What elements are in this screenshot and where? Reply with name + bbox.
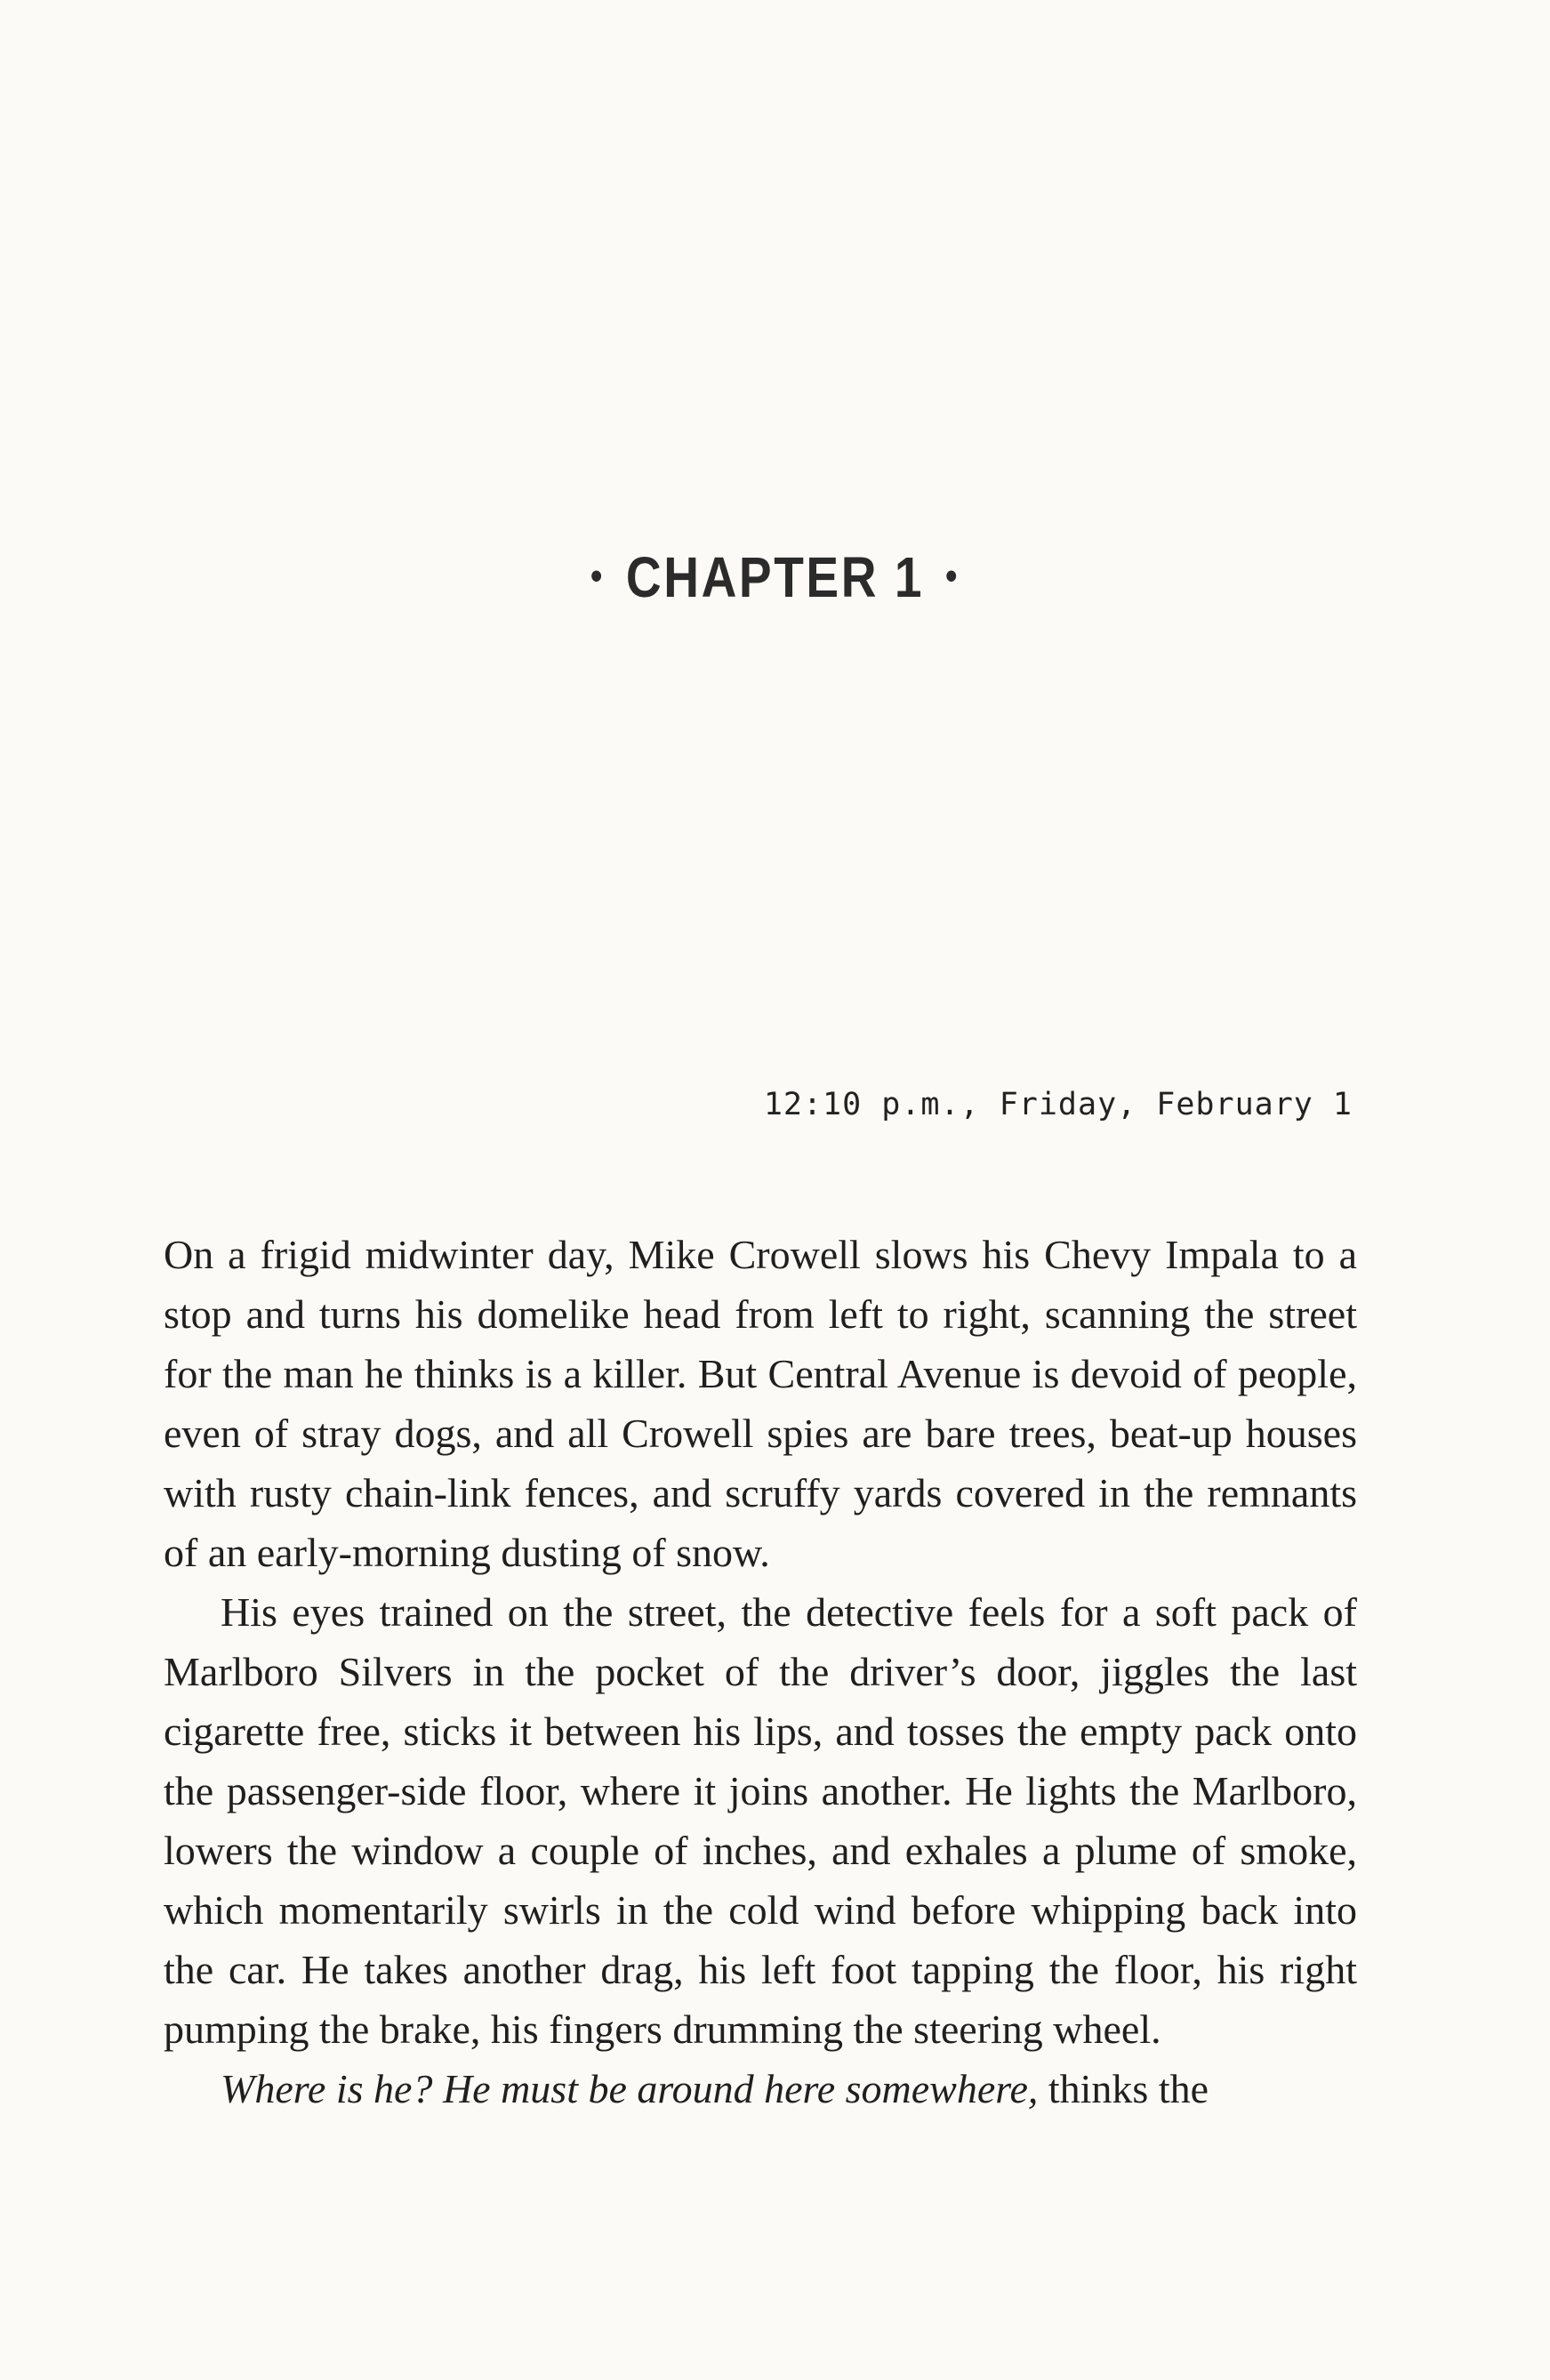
chapter-dot-right: • (945, 554, 960, 599)
chapter-dot-left: • (590, 554, 605, 599)
paragraph-3 (164, 2059, 1357, 2119)
scene-timestamp: 12:10 p.m., Friday, February 1 (763, 1087, 1353, 1122)
chapter-title: CHAPTER 1 (625, 545, 925, 609)
body-text (164, 1225, 1357, 2119)
paragraph-3-plain: thinks the (1038, 2066, 1209, 2111)
paragraph-1: On a frigid midwinter day, Mike Crowell slows his Chevy Impala to a stop and turns his domelike head from left to right, scanning the street for the man he thinks is a killer. But Central Avenue is devoid of people, even of stray dogs, and all Crowell spies are bare trees, beat-up houses with rusty chain-link fences, and scruffy yards covered in the remnants of an early-morning dusting of snow. (164, 1232, 1357, 1575)
chapter-heading (108, 544, 1442, 610)
paragraph-2: His eyes trained on the street, the detective feels for a soft pack of Marlboro Silvers in the pocket of the driver’s door, jiggles the last cigarette free, sticks it between his lips, and tosses the empty pack onto the passenger-side floor, where it joins another. He lights the Marlboro, lowers the window a couple of inches, and exhales a plume of smoke, which momentarily swirls in the cold wind before whipping back into the car. He takes another drag, his left foot tapping the floor, his right pumping the brake, his fingers drumming the steering wheel. (164, 1589, 1357, 2052)
paragraph-3-italic: Where is he? He must be around here somewhere, (221, 2066, 1039, 2111)
